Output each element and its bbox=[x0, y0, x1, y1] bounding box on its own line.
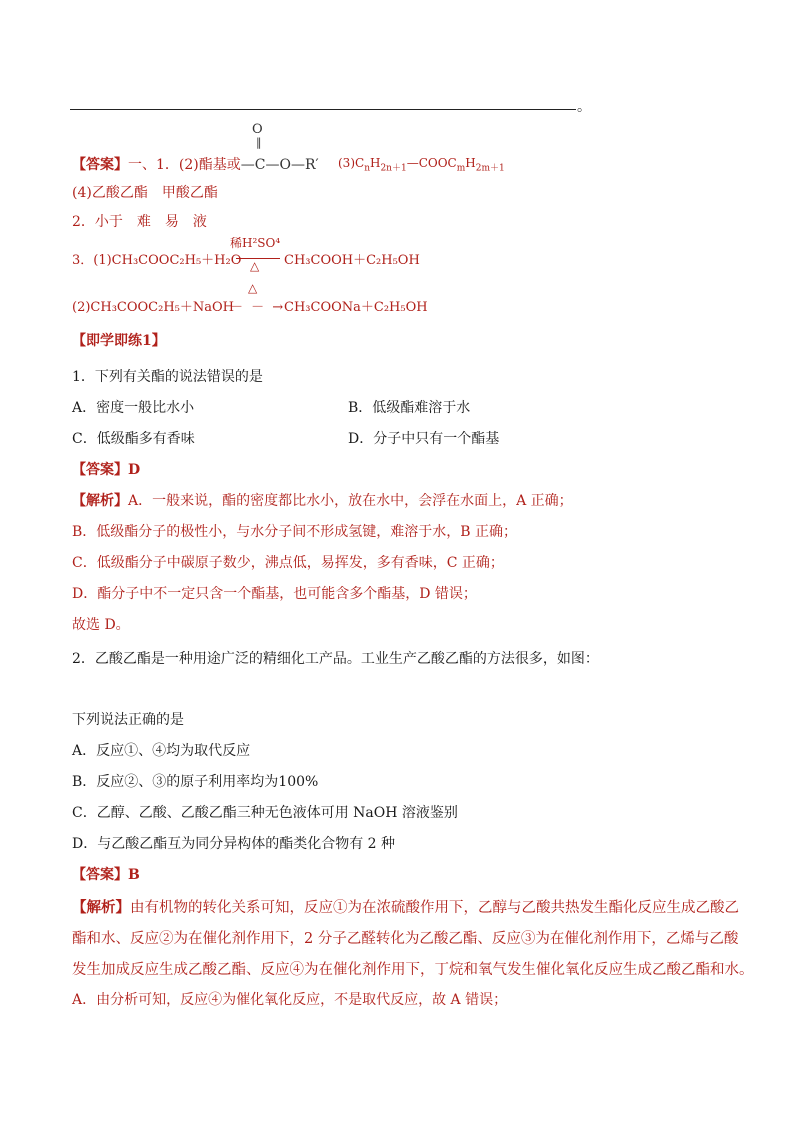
reaction1-condition-top: 稀H²SO⁴ bbox=[230, 236, 281, 250]
q2-ask: 下列说法正确的是 bbox=[72, 712, 184, 728]
q2-analysis-1: 【解析】由有机物的转化关系可知，反应①为在浓硫酸作用下，乙醇与乙酸共热发生酯化反应生成乙酸乙 bbox=[72, 899, 739, 916]
general-formula: $(3)C_nH_{2n+1}—COOC_mH_{2m+1}$ bbox=[338, 156, 505, 174]
q1-option-b: B．低级酯难溶于水 bbox=[348, 400, 471, 416]
q2-analysis-2: 酯和水、反应②为在催化剂作用下，2 分子乙醛转化为乙酸乙酯、反应③为在催化剂作用下，乙烯与乙酸 bbox=[72, 931, 739, 947]
q1-analysis-5: 故选 D。 bbox=[72, 617, 130, 633]
q1-analysis-3: C．低级酯分子中碳原子数少，沸点低，易挥发，多有香味，C 正确； bbox=[72, 555, 504, 571]
reaction2-lhs: (2)CH₃COOC₂H₅＋NaOH bbox=[72, 300, 234, 315]
q1-stem: 1．下列有关酯的说法错误的是 bbox=[72, 369, 263, 385]
blank-line-period: 。 bbox=[577, 99, 591, 115]
q1-analysis-4: D．酯分子中不一定只含一个酯基，也可能含多个酯基，D 错误； bbox=[72, 586, 477, 602]
fill-in-blank-line bbox=[70, 109, 576, 110]
q2-option-c: C．乙醇、乙酸、乙酸乙酯三种无色液体可用 NaOH 溶液鉴别 bbox=[72, 805, 458, 821]
q2-option-b: B．反应②、③的原子利用率均为100% bbox=[72, 774, 319, 790]
answer-tag: 【答案】 bbox=[72, 157, 128, 173]
answer-line-1 bbox=[72, 154, 319, 174]
q2-option-a: A．反应①、④均为取代反应 bbox=[72, 743, 251, 759]
q2-analysis-3: 发生加成反应生成乙酸乙酯、反应④为在催化剂作用下，丁烷和氧气发生催化氧化反应生成乙酸乙酯和水。 bbox=[72, 962, 754, 978]
double-bond-mark: ‖ bbox=[256, 136, 262, 149]
q2-option-d: D．与乙酸乙酯互为同分异构体的酯类化合物有 2 种 bbox=[72, 836, 396, 852]
reaction2-arrow: － － → bbox=[230, 300, 286, 315]
q2-answer: 【答案】B bbox=[72, 867, 140, 883]
reaction1-lhs: 3．(1)CH₃COOC₂H₅＋H₂O bbox=[72, 253, 242, 268]
answer-part-ester-group: 一、1．(2)酯基或 bbox=[128, 157, 241, 173]
q1-analysis-1: 【解析】A．一般来说，酯的密度都比水小，放在水中，会浮在水面上，A 正确； bbox=[72, 493, 573, 509]
ester-oxygen-atom: O bbox=[252, 122, 263, 137]
q1-option-c: C．低级酯多有香味 bbox=[72, 431, 195, 447]
ester-structure-chain: —C—O—R′ bbox=[240, 157, 319, 173]
q1-analysis-2: B．低级酯分子的极性小，与水分子间不形成氢键，难溶于水，B 正确； bbox=[72, 524, 518, 540]
q2-stem: 2．乙酸乙酯是一种用途广泛的精细化工产品。工业生产乙酸乙酯的方法很多，如图： bbox=[72, 651, 599, 667]
reaction1-rhs: CH₃COOH＋C₂H₅OH bbox=[284, 253, 420, 268]
answer-line-3: 2．小于 难 易 液 bbox=[72, 214, 207, 230]
q1-option-d: D．分子中只有一个酯基 bbox=[348, 431, 500, 447]
reaction1-condition-bottom: △ bbox=[250, 259, 260, 273]
reaction2-condition-top: △ bbox=[248, 281, 258, 295]
q1-option-a: A．密度一般比水小 bbox=[72, 400, 195, 416]
q2-analysis-4: A．由分析可知，反应④为催化氧化反应，不是取代反应，故 A 错误； bbox=[72, 992, 508, 1008]
q1-answer: 【答案】D bbox=[72, 462, 141, 478]
reaction2-rhs: CH₃COONa＋C₂H₅OH bbox=[284, 300, 428, 315]
practice-heading: 【即学即练1】 bbox=[72, 333, 166, 349]
answer-line-2: (4)乙酸乙酯 甲酸乙酯 bbox=[72, 185, 218, 201]
